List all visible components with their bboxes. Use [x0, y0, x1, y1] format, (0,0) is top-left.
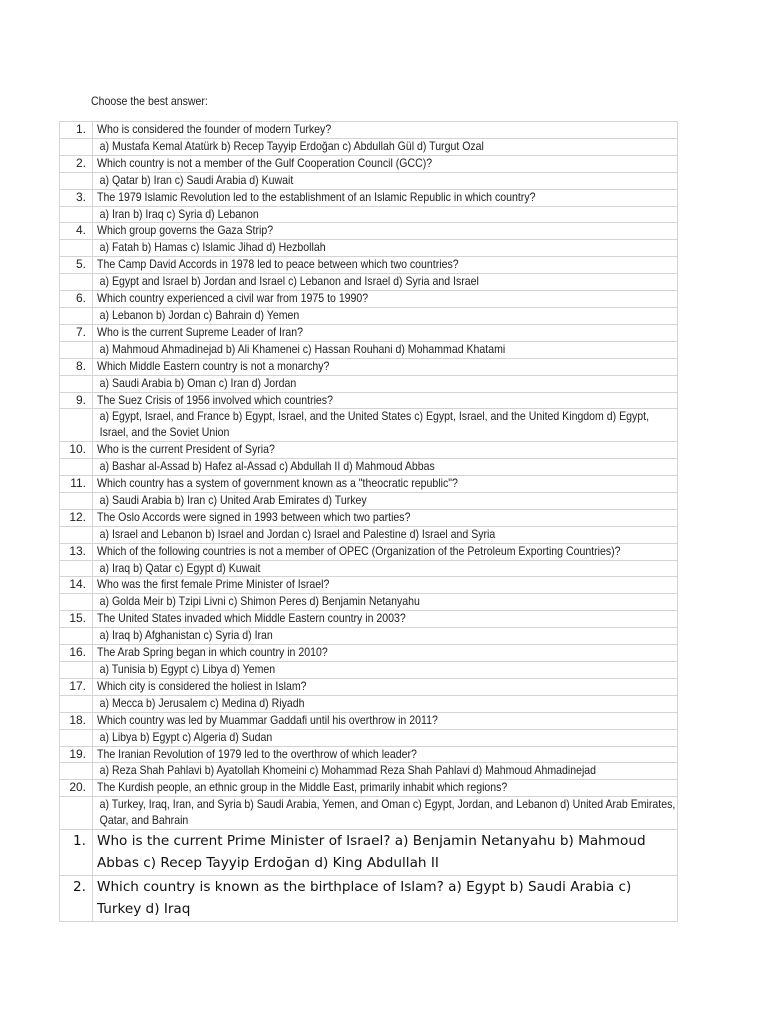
answer-row [60, 628, 678, 645]
question-row [60, 324, 678, 341]
answer-row [60, 729, 678, 746]
question-row [60, 509, 678, 526]
question-row [60, 291, 678, 308]
answer-row [60, 375, 678, 392]
question-cell [93, 476, 678, 493]
answer-row [60, 662, 678, 679]
answer-row [60, 206, 678, 223]
question-number: 9. [60, 392, 93, 409]
question-text: Which Middle Eastern country is not a monarchy? [97, 358, 330, 373]
question-cell [93, 645, 678, 662]
question-row [60, 678, 678, 695]
answer-options-text: a) Mecca b) Jerusalem c) Medina d) Riyadh [99, 695, 305, 710]
question-row [60, 392, 678, 409]
answer-number-cell [60, 138, 93, 155]
answer-row [60, 594, 678, 611]
question-text: The United States invaded which Middle Eastern country in 2003? [97, 611, 406, 626]
question-number: 18. [60, 712, 93, 729]
answer-cell [93, 797, 678, 830]
question-cell [93, 392, 678, 409]
answer-cell [93, 526, 678, 543]
extra-question-text: Which country is known as the birthplace of Islam? a) Egypt b) Saudi Arabia c) Turkey d) Iraq [97, 879, 632, 917]
answer-cell [93, 307, 678, 324]
question-cell [93, 358, 678, 375]
question-text: The 1979 Islamic Revolution led to the establishment of an Islamic Republic in which country? [97, 189, 536, 204]
extra-question-row [60, 876, 678, 922]
question-text: Which group governs the Gaza Strip? [97, 223, 274, 238]
answer-cell [93, 729, 678, 746]
question-row [60, 122, 678, 139]
question-cell [93, 324, 678, 341]
question-number: 3. [60, 189, 93, 206]
answer-options-text: a) Iran b) Iraq c) Syria d) Lebanon [99, 206, 259, 221]
answer-options-text: a) Israel and Lebanon b) Israel and Jordan c) Israel and Palestine d) Israel and Syria [99, 526, 496, 541]
answer-cell [93, 341, 678, 358]
answer-options-text: a) Golda Meir b) Tzipi Livni c) Shimon Peres d) Benjamin Netanyahu [99, 594, 420, 609]
answer-row [60, 240, 678, 257]
answer-row [60, 341, 678, 358]
quiz-table-body [60, 122, 678, 922]
extra-question-cell [93, 830, 678, 876]
answer-number-cell [60, 594, 93, 611]
answer-number-cell [60, 307, 93, 324]
answer-cell [93, 240, 678, 257]
answer-number-cell [60, 459, 93, 476]
answer-number-cell [60, 409, 93, 442]
question-row [60, 442, 678, 459]
question-row [60, 645, 678, 662]
answer-number-cell [60, 240, 93, 257]
answer-row [60, 409, 678, 442]
answer-options-text: a) Saudi Arabia b) Oman c) Iran d) Jordan [99, 375, 297, 390]
question-cell [93, 155, 678, 172]
question-cell [93, 291, 678, 308]
extra-question-cell [93, 876, 678, 922]
answer-number-cell [60, 274, 93, 291]
question-number: 10. [60, 442, 93, 459]
question-number: 16. [60, 645, 93, 662]
answer-row [60, 797, 678, 830]
question-text: Which country was led by Muammar Gaddafi until his overthrow in 2011? [97, 712, 438, 727]
question-text: Which country is not a member of the Gulf Cooperation Council (GCC)? [97, 155, 433, 170]
answer-row [60, 526, 678, 543]
question-cell [93, 543, 678, 560]
question-number: 2. [60, 155, 93, 172]
question-number: 15. [60, 611, 93, 628]
answer-number-cell [60, 797, 93, 830]
answer-options-text: a) Qatar b) Iran c) Saudi Arabia d) Kuwait [99, 172, 294, 187]
answer-number-cell [60, 628, 93, 645]
question-number: 6. [60, 291, 93, 308]
answer-options-text: a) Libya b) Egypt c) Algeria d) Sudan [99, 729, 273, 744]
answer-options-text: a) Tunisia b) Egypt c) Libya d) Yemen [99, 662, 276, 676]
question-number: 8. [60, 358, 93, 375]
answer-cell [93, 206, 678, 223]
answer-number-cell [60, 560, 93, 577]
question-row [60, 611, 678, 628]
question-number: 7. [60, 324, 93, 341]
question-text: The Iranian Revolution of 1979 led to the overthrow of which leader? [97, 746, 417, 761]
answer-row [60, 492, 678, 509]
answer-number-cell [60, 172, 93, 189]
question-cell [93, 678, 678, 695]
question-cell [93, 509, 678, 526]
question-cell [93, 780, 678, 797]
extra-question-row [60, 830, 678, 876]
answer-number-cell [60, 206, 93, 223]
answer-row [60, 695, 678, 712]
question-cell [93, 712, 678, 729]
answer-row [60, 763, 678, 780]
answer-options-text: a) Egypt and Israel b) Jordan and Israel c) Lebanon and Israel d) Syria and Israel [99, 274, 479, 289]
question-text: Who was the first female Prime Minister of Israel? [97, 577, 330, 592]
answer-cell [93, 695, 678, 712]
extra-question-text: Who is the current Prime Minister of Israel? a) Benjamin Netanyahu b) Mahmoud Abbas c) Recep Tayyip Erdoğan d) King Abdullah II [97, 833, 646, 871]
answer-cell [93, 560, 678, 577]
answer-options-text: a) Mahmoud Ahmadinejad b) Ali Khamenei c) Hassan Rouhani d) Mohammad Khatami [99, 341, 506, 356]
question-number: 1. [60, 122, 93, 139]
question-cell [93, 442, 678, 459]
question-cell [93, 189, 678, 206]
answer-options-text: a) Mustafa Kemal Atatürk b) Recep Tayyip Erdoğan c) Abdullah Gül d) Turgut Ozal [99, 138, 484, 153]
answer-options-text: a) Turkey, Iraq, Iran, and Syria b) Saudi Arabia, Yemen, and Oman c) Egypt, Jordan, and Lebanon d) United Arab Emirates, Qatar, and Bahrain [99, 797, 676, 828]
question-row [60, 577, 678, 594]
question-text: The Camp David Accords in 1978 led to peace between which two countries? [97, 257, 459, 272]
answer-cell [93, 375, 678, 392]
question-text: Which of the following countries is not a member of OPEC (Organization of the Petroleum Exporting Countries)? [97, 543, 621, 558]
extra-question-number: 1. [60, 830, 93, 876]
answer-options-text: a) Fatah b) Hamas c) Islamic Jihad d) Hezbollah [99, 240, 326, 255]
question-row [60, 189, 678, 206]
answer-options-text: a) Lebanon b) Jordan c) Bahrain d) Yemen [99, 307, 300, 322]
question-row [60, 257, 678, 274]
question-row [60, 358, 678, 375]
question-text: Which country has a system of government known as a "theocratic republic"? [97, 476, 458, 491]
question-cell [93, 257, 678, 274]
quiz-table [59, 121, 678, 922]
question-text: Who is considered the founder of modern Turkey? [97, 122, 332, 136]
question-text: The Oslo Accords were signed in 1993 between which two parties? [97, 509, 411, 524]
answer-row [60, 560, 678, 577]
question-row [60, 780, 678, 797]
question-cell [93, 577, 678, 594]
answer-cell [93, 172, 678, 189]
question-cell [93, 223, 678, 240]
answer-cell [93, 628, 678, 645]
question-number: 17. [60, 678, 93, 695]
question-row [60, 746, 678, 763]
answer-cell [93, 763, 678, 780]
answer-cell [93, 594, 678, 611]
question-number: 19. [60, 746, 93, 763]
question-text: Which country experienced a civil war from 1975 to 1990? [97, 291, 369, 306]
answer-row [60, 274, 678, 291]
answer-row [60, 459, 678, 476]
answer-cell [93, 459, 678, 476]
question-row [60, 476, 678, 493]
answer-row [60, 307, 678, 324]
answer-cell [93, 138, 678, 155]
question-text: The Kurdish people, an ethnic group in the Middle East, primarily inhabit which regions? [97, 780, 508, 795]
question-number: 11. [60, 476, 93, 493]
answer-number-cell [60, 695, 93, 712]
answer-number-cell [60, 526, 93, 543]
answer-number-cell [60, 662, 93, 679]
answer-cell [93, 274, 678, 291]
answer-number-cell [60, 729, 93, 746]
answer-options-text: a) Bashar al-Assad b) Hafez al-Assad c) Abdullah II d) Mahmoud Abbas [99, 459, 435, 474]
question-text: The Suez Crisis of 1956 involved which countries? [97, 392, 333, 407]
answer-cell [93, 409, 678, 442]
answer-number-cell [60, 375, 93, 392]
answer-cell [93, 492, 678, 509]
answer-cell [93, 662, 678, 679]
question-row [60, 712, 678, 729]
answer-number-cell [60, 341, 93, 358]
question-text: Who is the current Supreme Leader of Iran? [97, 324, 304, 339]
question-text: The Arab Spring began in which country in 2010? [97, 645, 328, 660]
question-number: 5. [60, 257, 93, 274]
answer-options-text: a) Egypt, Israel, and France b) Egypt, Israel, and the United States c) Egypt, Israel, and the United Kingdom d) Egypt, Israel, and the Soviet Union [99, 409, 650, 440]
question-number: 14. [60, 577, 93, 594]
question-number: 13. [60, 543, 93, 560]
question-text: Who is the current President of Syria? [97, 442, 275, 457]
question-cell [93, 746, 678, 763]
answer-number-cell [60, 492, 93, 509]
answer-row [60, 172, 678, 189]
question-text: Which city is considered the holiest in Islam? [97, 678, 307, 693]
answer-options-text: a) Iraq b) Afghanistan c) Syria d) Iran [99, 628, 273, 643]
question-number: 4. [60, 223, 93, 240]
question-row [60, 543, 678, 560]
question-row [60, 155, 678, 172]
answer-number-cell [60, 763, 93, 780]
extra-question-number: 2. [60, 876, 93, 922]
answer-row [60, 138, 678, 155]
question-row [60, 223, 678, 240]
answer-options-text: a) Saudi Arabia b) Iran c) United Arab Emirates d) Turkey [99, 492, 367, 507]
question-cell [93, 122, 678, 139]
answer-options-text: a) Iraq b) Qatar c) Egypt d) Kuwait [99, 560, 261, 575]
question-number: 12. [60, 509, 93, 526]
instructions-text: Choose the best answer: [91, 94, 208, 108]
question-cell [93, 611, 678, 628]
answer-options-text: a) Reza Shah Pahlavi b) Ayatollah Khomeini c) Mohammad Reza Shah Pahlavi d) Mahmoud Ahmadinejad [99, 763, 597, 778]
question-number: 20. [60, 780, 93, 797]
